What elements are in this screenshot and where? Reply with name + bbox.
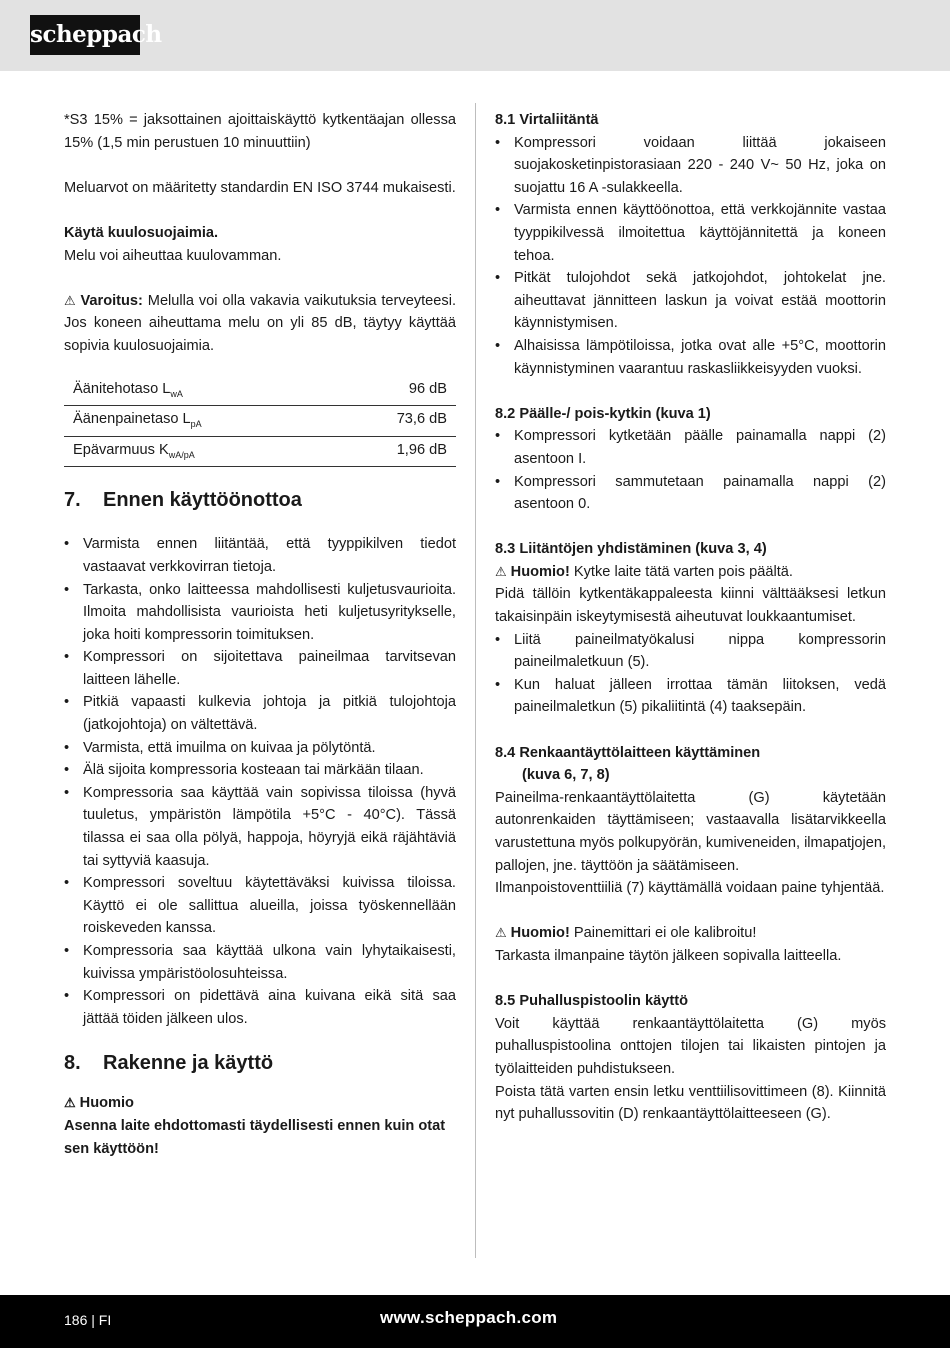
ear-protection-heading: Käytä kuulosuojaimia. bbox=[64, 224, 219, 241]
list-item: • Kompressori soveltuu käytettäväksi kuivissa tiloissa. Käyttö ei ole sallittua alueilla, joissa työskennellään roiskeveden kanssa. bbox=[64, 872, 456, 940]
section-8-3-list bbox=[495, 629, 886, 719]
section-8-3-warning: ⚠ Huomio! Kytke laite tätä varten pois päältä. bbox=[495, 563, 793, 580]
warning-triangle-icon: ⚠ bbox=[495, 925, 507, 941]
right-column bbox=[495, 109, 886, 1126]
noise-standard-text: Meluarvot on määritetty standardin EN ISO 3744 mukaisesti. bbox=[64, 179, 456, 196]
s3-note: *S3 15% = jaksottainen ajoittaiskäyttö kytkentäajan ollessa 15% (1,5 min perustuen 10 minuuttiin) bbox=[64, 112, 456, 151]
section-8-4-text: Paineilma-renkaantäyttölaitetta (G) käytetään autonrenkaiden täyttämiseen; vastaavalla lisätarvikkeella varustettuna myös polkupyörän, kumiveneiden, ilmapatjojen, pallojen, jne. täyttöön ja säätämiseen. bbox=[495, 789, 887, 874]
section-8-3-title: 8.3 Liitäntöjen yhdistäminen (kuva 3, 4) bbox=[495, 541, 767, 558]
list-item: • Älä sijoita kompressoria kosteaan tai märkään tilaan. bbox=[64, 759, 456, 782]
section-8-4-subtitle: (kuva 6, 7, 8) bbox=[522, 767, 610, 784]
warning-text: Melulla voi olla vakavia vaikutuksia terveyteesi. Jos koneen aiheuttama melu on yli 85 dB, täytyy käyttää sopivia kuulosuojaimia. bbox=[64, 292, 456, 354]
section-7-list bbox=[64, 533, 456, 1030]
section-8-4-text-3: Tarkasta ilmanpaine täytön jälkeen sopivalla laitteella. bbox=[495, 947, 842, 964]
table-cell-label: Epävarmuus $K_{wA/pA}$ bbox=[73, 441, 195, 460]
table-cell-label: Äänenpainetaso $L_{pA}$ bbox=[73, 411, 202, 430]
left-column bbox=[64, 109, 456, 1160]
list-item: • Varmista ennen käyttöönottoa, että verkkojännite vastaa tyyppikilvessä ilmoitettua käyttöjännitettä ja koneen tehoa. bbox=[495, 199, 886, 267]
table-cell-value: 73,6 dB bbox=[396, 411, 447, 428]
brand-logo: scheppach bbox=[30, 15, 140, 55]
section-7-heading: 7. Ennen käyttöönottoa bbox=[64, 489, 302, 512]
section-8-4-warning: ⚠ Huomio! Painemittari ei ole kalibroitu! bbox=[495, 925, 757, 942]
list-item: • Kompressoria saa käyttää vain sopivissa tiloissa (hyvä tuuletus, ympäristön lämpötila +5°C - 40°C). Tässä tilassa ei saa olla pölyä, happoja, höyryjä eikä räjähtäviä tai syttyviä kaasuja. bbox=[64, 782, 456, 872]
ear-protection-text: Melu voi aiheuttaa kuulovamman. bbox=[64, 247, 282, 264]
list-item: • Kompressori on sijoitettava paineilmaa tarvitsevan laitteen lähelle. bbox=[64, 646, 456, 691]
list-item: • Kompressori sammutetaan painamalla nappi (2) asentoon 0. bbox=[495, 471, 886, 516]
list-item: • Pitkät tulojohdot sekä jatkojohdot, johtokelat jne. aiheuttavat jännitteen laskun ja voivat estää moottorin käynnistymisen. bbox=[495, 267, 886, 335]
list-item: • Kompressori voidaan liittää jokaiseen suojakosketinpistorasiaan 220 - 240 V~ 50 Hz, joka on suojattu 16 A -sulakkeella. bbox=[495, 132, 886, 200]
section-8-4-title: 8.4 Renkaantäyttölaitteen käyttäminen bbox=[495, 744, 761, 761]
warning-label: Varoitus: bbox=[80, 292, 143, 309]
list-item: • Tarkasta, onko laitteessa mahdollisesti kuljetusvaurioita. Ilmoita mahdollisista vaurioista heti kuljetusyritykselle, joka hoiti kompressorin toimituksen. bbox=[64, 579, 456, 647]
website-url: www.scheppach.com bbox=[380, 1308, 558, 1327]
table-cell-label: Äänitehotaso $L_{wA}$ bbox=[73, 380, 183, 399]
table-cell-value: 1,96 dB bbox=[396, 441, 447, 458]
section-8-5-text-2: Poista tätä varten ensin letku venttiilisovittimeen (8). Kiinnitä nyt puhallussovitin (D) renkaantäyttölaitteeseen (G). bbox=[495, 1083, 886, 1123]
column-divider bbox=[475, 103, 476, 1258]
footer-bar bbox=[0, 1295, 950, 1348]
section-8-2-list bbox=[495, 425, 886, 515]
section-8-5-title: 8.5 Puhalluspistoolin käyttö bbox=[495, 993, 688, 1010]
notice-heading: ⚠ Huomio bbox=[64, 1095, 134, 1112]
section-8-5-text: Voit käyttää renkaantäyttölaitetta (G) myös puhalluspistoolina onttojen tilojen tai likaisten pintojen ja työlaitteiden puhdistukseen. bbox=[495, 1015, 886, 1077]
section-8-1-title: 8.1 Virtaliitäntä bbox=[495, 112, 599, 128]
list-item: • Varmista ennen liitäntää, että tyyppikilven tiedot vastaavat verkkovirran tietoja. bbox=[64, 533, 456, 578]
table-row bbox=[64, 406, 456, 437]
list-item: • Kun haluat jälleen irrottaa tämän liitoksen, vedä paineilmaletkun (5) pikaliitintä (4) taaksepäin. bbox=[495, 674, 886, 719]
section-8-heading: 8. Rakenne ja käyttö bbox=[64, 1052, 274, 1075]
notice-text: Asenna laite ehdottomasti täydellisesti ennen kuin otat sen käyttöön! bbox=[64, 1117, 446, 1157]
section-8-3-text: Pidä tällöin kytkentäkappaleesta kiinni välttääksesi letkun takaisinpäin iskeytymisestä aiheutuvat loukkaantumiset. bbox=[495, 586, 886, 626]
noise-table bbox=[64, 376, 456, 468]
warning-triangle-icon: ⚠ bbox=[495, 563, 507, 579]
list-item: • Kompressoria saa käyttää ulkona vain lyhytaikaisesti, kuivissa ympäristöolosuhteissa. bbox=[64, 940, 456, 985]
list-item: • Liitä paineilmatyökalusi nippa kompressorin paineilmaletkuun (5). bbox=[495, 629, 886, 674]
table-cell-value: 96 dB bbox=[408, 380, 447, 397]
list-item: • Kompressori kytketään päälle painamalla nappi (2) asentoon I. bbox=[495, 425, 886, 470]
section-8-4-text-2: Ilmanpoistoventtiiliä (7) käyttämällä voidaan paine tyhjentää. bbox=[495, 880, 885, 897]
warning-triangle-icon: ⚠ bbox=[64, 1095, 76, 1111]
table-row bbox=[64, 436, 456, 467]
list-item: • Kompressori on pidettävä aina kuivana eikä sitä saa jättää töiden jälkeen ulos. bbox=[64, 985, 456, 1030]
section-8-2-title: 8.2 Päälle-/ pois-kytkin (kuva 1) bbox=[495, 405, 711, 422]
list-item: • Pitkiä vapaasti kulkevia johtoja ja pitkiä tulojohtoja (jatkojohtoja) on vältettävä. bbox=[64, 691, 456, 736]
list-item: • Varmista, että imuilma on kuivaa ja pölytöntä. bbox=[64, 737, 456, 760]
page-number: 186 | FI bbox=[64, 1312, 112, 1328]
list-item: • Alhaisissa lämpötiloissa, jotka ovat alle +5°C, moottorin käynnistyminen vaarantuu raskasliikkeisyyden vuoksi. bbox=[495, 335, 886, 380]
header-bar bbox=[0, 0, 950, 71]
table-row bbox=[64, 376, 456, 406]
warning-triangle-icon: ⚠ bbox=[64, 292, 77, 308]
noise-warning bbox=[64, 290, 456, 358]
section-8-1-list bbox=[495, 132, 886, 381]
